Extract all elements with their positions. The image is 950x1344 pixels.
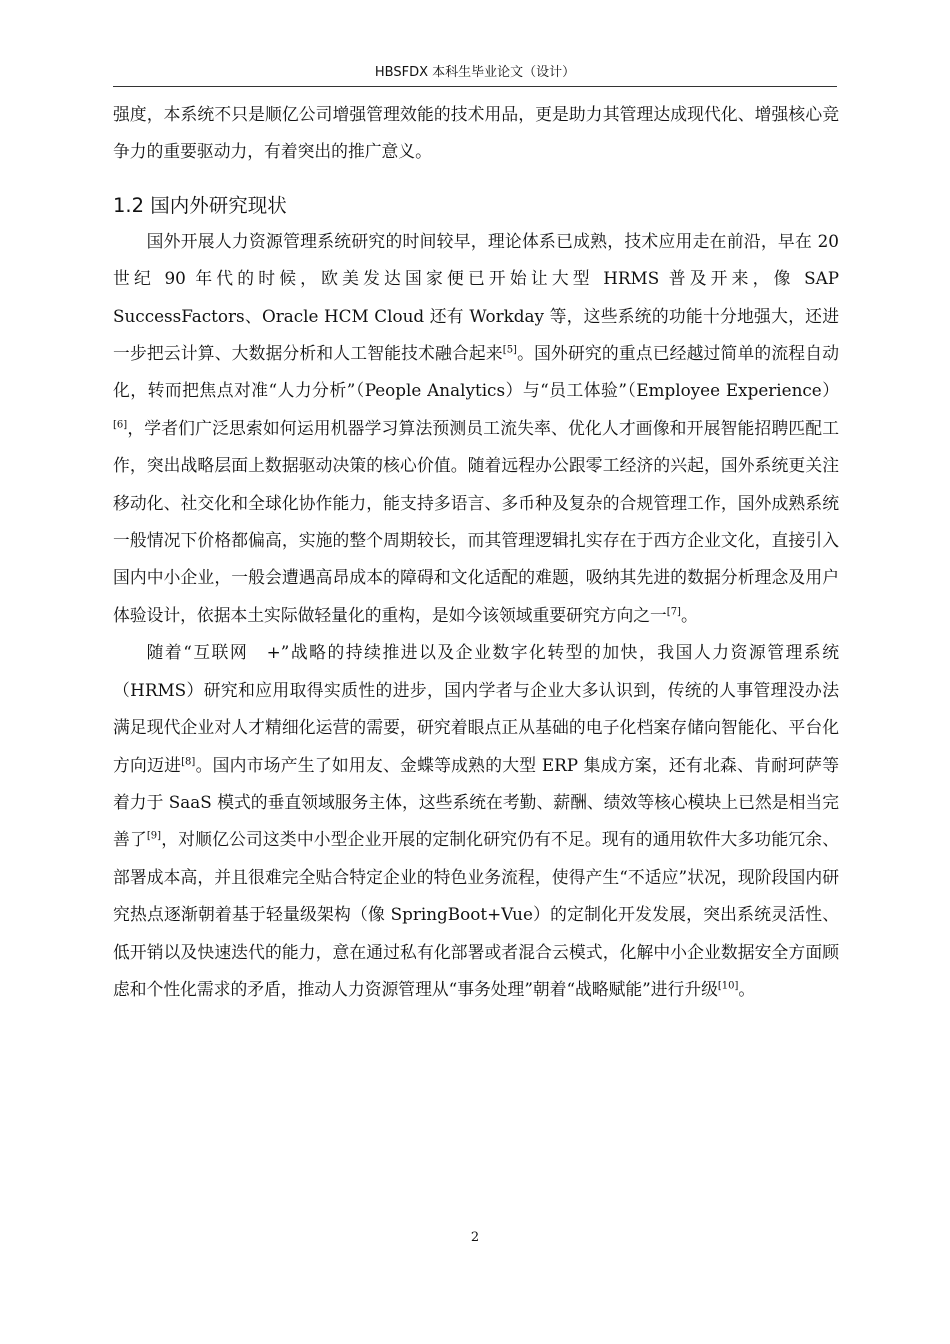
- paragraph-foreign-research: [113, 223, 839, 634]
- citation-9: [9]: [146, 830, 162, 842]
- body-text: [113, 96, 839, 1008]
- paragraph-text: 。: [738, 978, 756, 999]
- section-number: 1.2: [113, 193, 145, 217]
- citation-5: [5]: [502, 344, 517, 356]
- citation-8: [8]: [181, 755, 196, 767]
- paragraph-domestic-research: [113, 634, 839, 1008]
- citation-7: [7]: [666, 606, 681, 618]
- section-title: 国内外研究现状: [150, 193, 287, 217]
- paragraph-text: ，对顺亿公司这类中小型企业开展的定制化研究仍有不足。现有的通用软件大多功能冗余、部署成本高，并且很难完全贴合特定企业的特色业务流程，使得产生“不适应”状况，现阶段国内研究热点逐渐朝着基于轻量级架构（像 SpringBoot+Vue）的定制化开发发展，突出系统灵活性、低开销以及快速迭代的能力，意在通过私有化部署或者混合云模式，化解中小企业数据安全方面顾虑和个性化需求的矛盾，推动人力资源管理从“事务处理”朝着“战略赋能”进行升级: [113, 829, 839, 999]
- page-header: HBSFDX 本科生毕业论文（设计）: [113, 62, 837, 87]
- paragraph-text: 。国内市场产生了如用友、金蝶等成熟的大型 ERP 集成方案，还有北森、肯耐珂萨等着力于 SaaS 模式的垂直领域服务主体，这些系统在考勤、薪酬、绩效等核心模块上已然是相当完善了: [113, 754, 839, 850]
- paragraph-continued: [113, 96, 839, 171]
- section-heading: [113, 188, 839, 223]
- paragraph-text: 。: [680, 604, 698, 625]
- paragraph-text: 。国外研究的重点已经越过简单的流程自动化，转而把焦点对准“人力分析”（People Analytics）与“员工体验”（Employee Experience）: [113, 343, 839, 401]
- citation-10: [10]: [717, 980, 739, 992]
- paragraph-text: 国外开展人力资源管理系统研究的时间较早，理论体系已成熟，技术应用走在前沿，早在 20 世纪 90 年代的时候，欧美发达国家便已开始让大型 HRMS 普及开来，像 SAP SuccessFactors、Oracle HCM Cloud 还有 Workday 等，这些系统的功能十分地强大，还进一步把云计算、大数据分析和人工智能技术融合起来: [113, 230, 839, 364]
- paragraph-text: ，学者们广泛思索如何运用机器学习算法预测员工流失率、优化人才画像和开展智能招聘匹配工作，突出战略层面上数据驱动决策的核心价值。随着远程办公跟零工经济的兴起，国外系统更关注移动化、社交化和全球化协作能力，能支持多语言、多币种及复杂的合规管理工作，国外成熟系统一般情况下价格都偏高，实施的整个周期较长，而其管理逻辑扎实存在于西方企业文化，直接引入国内中小企业，一般会遭遇高昂成本的障碍和文化适配的难题，吸纳其先进的数据分析理念及用户体验设计，依据本土实际做轻量化的重构，是如今该领域重要研究方向之一: [113, 417, 839, 625]
- citation-6: [6]: [113, 419, 128, 431]
- page-number: 2: [470, 1230, 480, 1245]
- paragraph-text: 强度，本系统不只是顺亿公司增强管理效能的技术用品，更是助力其管理达成现代化、增强核心竞争力的重要驱动力，有着突出的推广意义。: [113, 104, 839, 162]
- paragraph-text: 随着“互联网 +”战略的持续推进以及企业数字化转型的加快，我国人力资源管理系统（HRMS）研究和应用取得实质性的进步，国内学者与企业大多认识到，传统的人事管理没办法满足现代企业对人才精细化运营的需要，研究着眼点正从基础的电子化档案存储向智能化、平台化方向迈进: [113, 642, 839, 775]
